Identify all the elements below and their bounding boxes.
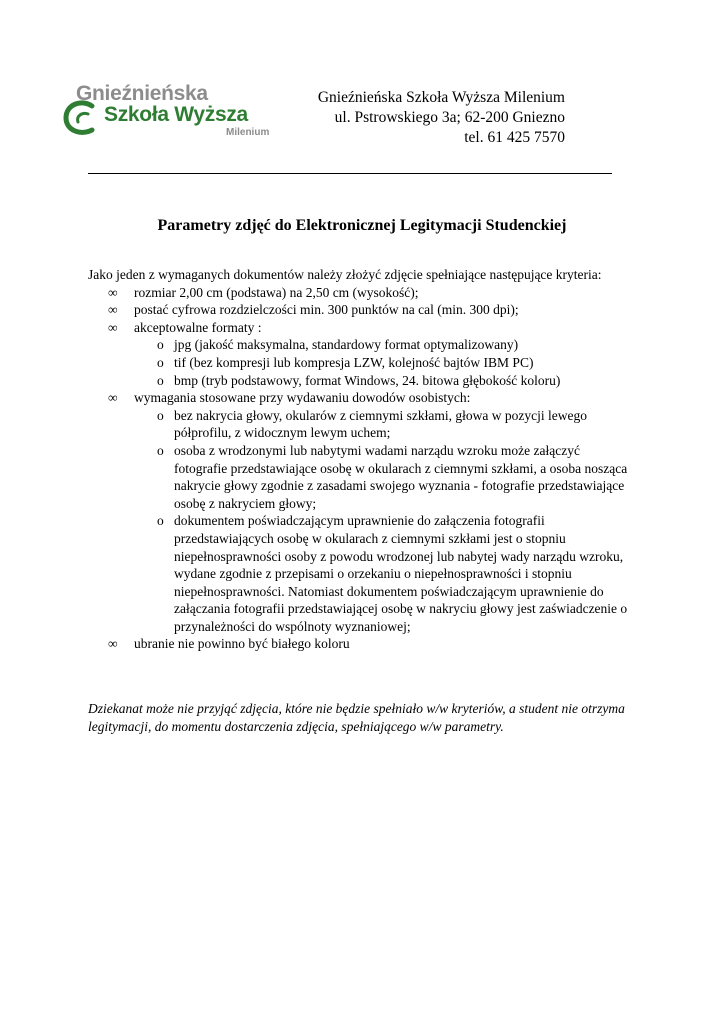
sub-criteria-item: [134, 407, 628, 442]
header-address-block: [318, 88, 565, 148]
institution-name: Gnieźnieńska Szkoła Wyższa Milenium: [317, 89, 565, 106]
criteria-item-text: akceptowalne formaty :: [134, 319, 262, 335]
sub-criteria-list: [134, 336, 628, 389]
document-body: [88, 266, 628, 653]
sub-criteria-item: [134, 354, 628, 372]
criteria-list: [88, 284, 628, 653]
sub-criteria-text: osoba z wrodzonymi lub nabytymi wadami narządu wzroku może załączyć fotografie przedstawiające osobę w okularach z ciemnymi szkłami, a osoba nosząca nakrycie głowy zgodnie z zasadami swojego wyznania - fotografie przedstawiające osobę z nakryciem głowy;: [174, 442, 628, 511]
criteria-item-text: rozmiar 2,00 cm (podstawa) na 2,50 cm (wysokość);: [134, 284, 419, 300]
infinity-bullet-icon: ∞: [108, 636, 118, 652]
logo-line-1: Gnieźnieńska: [76, 82, 208, 105]
sub-criteria-text: dokumentem poświadczającym uprawnienie do załączenia fotografii przedstawiających osobę w okularach z ciemnymi szkłami jest o stopniu niepełnosprawności osoby z powodu wrodzonej lub nabytej wady narządu wzroku, wydane zgodnie z przepisami o orzekaniu o niepełnosprawności i stopniu niepełnosprawności. Natomiast dokumentem poświadczającym uprawnienie do załączania fotografii przedstawiającej osobę w nakryciu głowy jest zaświadczenie o przynależności do wspólnoty wyznaniowej;: [174, 513, 628, 634]
sub-criteria-item: [134, 372, 628, 390]
intro-paragraph: Jako jeden z wymaganych dokumentów należy złożyć zdjęcie spełniające następujące kryteria:: [88, 267, 602, 282]
sub-criteria-text: bmp (tryb podstawowy, format Windows, 24. bitowa głębokość koloru): [174, 372, 561, 388]
logo-swirl-icon: [62, 100, 102, 136]
sub-criteria-text: tif (bez kompresji lub kompresja LZW, kolejność bajtów IBM PC): [174, 354, 534, 370]
criteria-item-text: ubranie nie powinno być białego koloru: [134, 636, 350, 652]
document-title: Parametry zdjęć do Elektronicznej Legitymacji Studenckiej: [157, 217, 567, 234]
logo-line-2: Szkoła Wyższa: [104, 103, 248, 126]
criteria-item: [88, 284, 628, 302]
circle-bullet-icon: o: [157, 407, 164, 423]
infinity-bullet-icon: ∞: [108, 319, 118, 335]
infinity-bullet-icon: ∞: [108, 302, 118, 318]
circle-bullet-icon: o: [157, 354, 164, 370]
infinity-bullet-icon: ∞: [108, 390, 118, 406]
sub-criteria-item: [134, 336, 628, 354]
criteria-item-text: wymagania stosowane przy wydawaniu dowodów osobistych:: [134, 390, 471, 406]
header-divider: [88, 173, 612, 174]
circle-bullet-icon: o: [157, 442, 164, 458]
sub-criteria-item: [134, 442, 628, 512]
circle-bullet-icon: o: [157, 372, 164, 388]
criteria-item-text: postać cyfrowa rozdzielczości min. 300 punktów na cal (min. 300 dpi);: [134, 302, 519, 318]
university-logo: [62, 84, 272, 142]
criteria-item: [88, 635, 628, 653]
phone-number: tel. 61 425 7570: [464, 129, 565, 146]
sub-criteria-item: [134, 512, 628, 635]
circle-bullet-icon: o: [157, 337, 164, 353]
criteria-item: [88, 319, 628, 389]
street-address: ul. Pstrowskiego 3a; 62-200 Gniezno: [334, 109, 565, 126]
sub-criteria-text: jpg (jakość maksymalna, standardowy format optymalizowany): [174, 337, 519, 353]
criteria-item: [88, 389, 628, 635]
sub-criteria-list: [134, 407, 628, 636]
infinity-bullet-icon: ∞: [108, 284, 118, 300]
sub-criteria-text: bez nakrycia głowy, okularów z ciemnymi szkłami, głowa w pozycji lewego półprofilu, z widocznym lewym uchem;: [174, 407, 587, 441]
footer-note: Dziekanat może nie przyjąć zdjęcia, które nie będzie spełniało w/w kryteriów, a student nie otrzyma legitymacji, do momentu dostarczenia zdjęcia, spełniającego w/w parametry.: [88, 701, 625, 734]
logo-line-3: Milenium: [226, 127, 270, 138]
criteria-item: [88, 301, 628, 319]
circle-bullet-icon: o: [157, 513, 164, 529]
